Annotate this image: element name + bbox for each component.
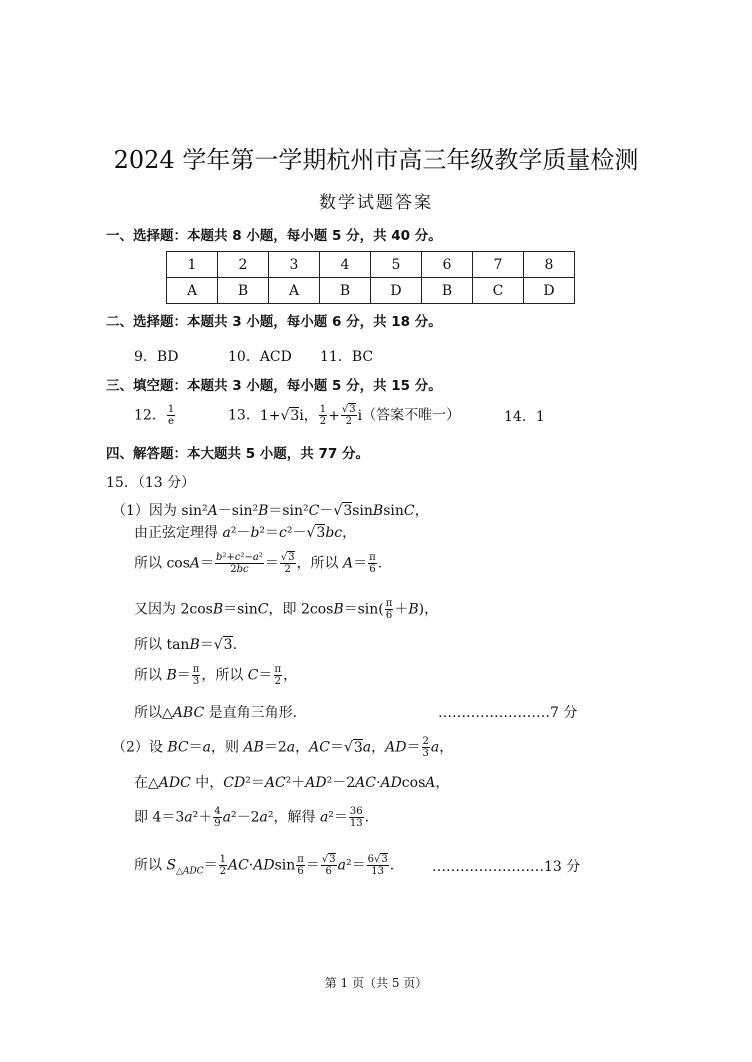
question-15-header: 15．（13 分）: [106, 475, 196, 491]
solution-line: 所以△ABC 是直角三角形.: [134, 705, 298, 721]
section-heading-2: 二、选择题：本题共 3 小题，每小题 6 分，共 18 分。: [106, 314, 442, 330]
answer-q12-label: 12．: [134, 407, 166, 424]
table-answer-cell: D: [371, 278, 422, 304]
table-answer-cell: B: [218, 278, 269, 304]
solution-line: 所以 tanB＝√3.: [134, 637, 238, 653]
fraction-1-over-e: $\frac{1}{e}$: [167, 404, 175, 427]
answer-table: [166, 251, 575, 304]
answer-q13-label: 13．: [228, 407, 260, 424]
solution-line: 所以 $S_{\triangle ADC}=$ $\frac{1}{2}$ AC·ADsin $\frac{\pi}{6}$ ＝ $\frac{√3}{6}$ a²＝ $\frac{6√3}{13}$ .: [134, 854, 395, 877]
page-subtitle: 数学试题答案: [319, 193, 433, 213]
page-title: 2024 学年第一学期杭州市高三年级教学质量检测: [113, 146, 639, 174]
answer-q12: [134, 404, 176, 427]
table-answer-cell: C: [473, 278, 524, 304]
answer-q10: 10．ACD: [228, 349, 292, 365]
solution-line: 即 4＝3a²＋ $\frac{4}{9}$ a²－2a²，解得 a²＝ $\frac{36}{13}$ .: [134, 806, 370, 829]
table-header-cell: 4: [320, 252, 371, 278]
table-answer-cell: B: [422, 278, 473, 304]
solution-line: （2）设 BC＝a，则 AB＝2a，AC＝√3a，AD＝ $\frac{2}{3}$ a，: [112, 736, 454, 759]
answer-q11: 11．BC: [320, 349, 374, 365]
answer-q9: 9．BD: [134, 349, 179, 365]
score-marker-part1: ……………………7 分: [438, 705, 578, 721]
solution-line: （1）因为 sin²A－sin²B＝sin²C－√3sinBsinC，: [112, 503, 429, 519]
table-header-cell: 3: [269, 252, 320, 278]
score-marker-part2: ……………………13 分: [432, 859, 581, 875]
table-header-cell: 5: [371, 252, 422, 278]
table-answer-cell: A: [269, 278, 320, 304]
table-header-cell: 7: [473, 252, 524, 278]
table-header-cell: 2: [218, 252, 269, 278]
page-footer: 第 1 页（共 5 页）: [324, 976, 428, 990]
section-heading-4: 四、解答题：本大题共 5 小题，共 77 分。: [106, 446, 369, 462]
solution-line: 由正弦定理得 a²－b²＝c²－√3bc，: [134, 525, 357, 541]
table-header-cell: 8: [524, 252, 575, 278]
score-part1: 7 分: [550, 705, 578, 721]
table-answer-cell: B: [320, 278, 371, 304]
solution-line: 所以 cosA＝ $\frac{\text{b²+c²−a²}}{2bc}$ ＝ $\frac{√3}{2}$ ，所以 A＝ $\frac{\pi}{6}$ .: [134, 552, 383, 575]
answer-q14: 14．1: [504, 409, 545, 425]
answer-q13-note: （答案不唯一）: [362, 407, 461, 424]
solution-line: 所以 B＝ $\frac{\pi}{3}$ ，所以 C＝ $\frac{\pi}{2}$ ，: [134, 664, 298, 687]
table-row: [167, 252, 575, 278]
section-heading-3: 三、填空题：本题共 3 小题，每小题 5 分，共 15 分。: [106, 378, 442, 394]
score-part2: 13 分: [544, 859, 581, 875]
answer-q13: [228, 404, 460, 427]
section-heading-1: 一、选择题：本题共 8 小题，每小题 5 分，共 40 分。: [106, 228, 442, 244]
answer-q13-math: 1+√3i， $\frac{1}{2}$ + $\frac{√3}{2}$ i: [259, 404, 363, 427]
solution-line: 在△ADC 中，CD²＝AC²＋AD²－2AC·ADcosA，: [134, 775, 450, 791]
table-header-cell: 6: [422, 252, 473, 278]
table-answer-cell: A: [167, 278, 218, 304]
table-row: [167, 278, 575, 304]
solution-line: 又因为 2cosB＝sinC，即 2cosB＝sin( $\frac{\pi}{6}$ ＋B)，: [134, 598, 439, 621]
table-answer-cell: D: [524, 278, 575, 304]
table-header-cell: 1: [167, 252, 218, 278]
